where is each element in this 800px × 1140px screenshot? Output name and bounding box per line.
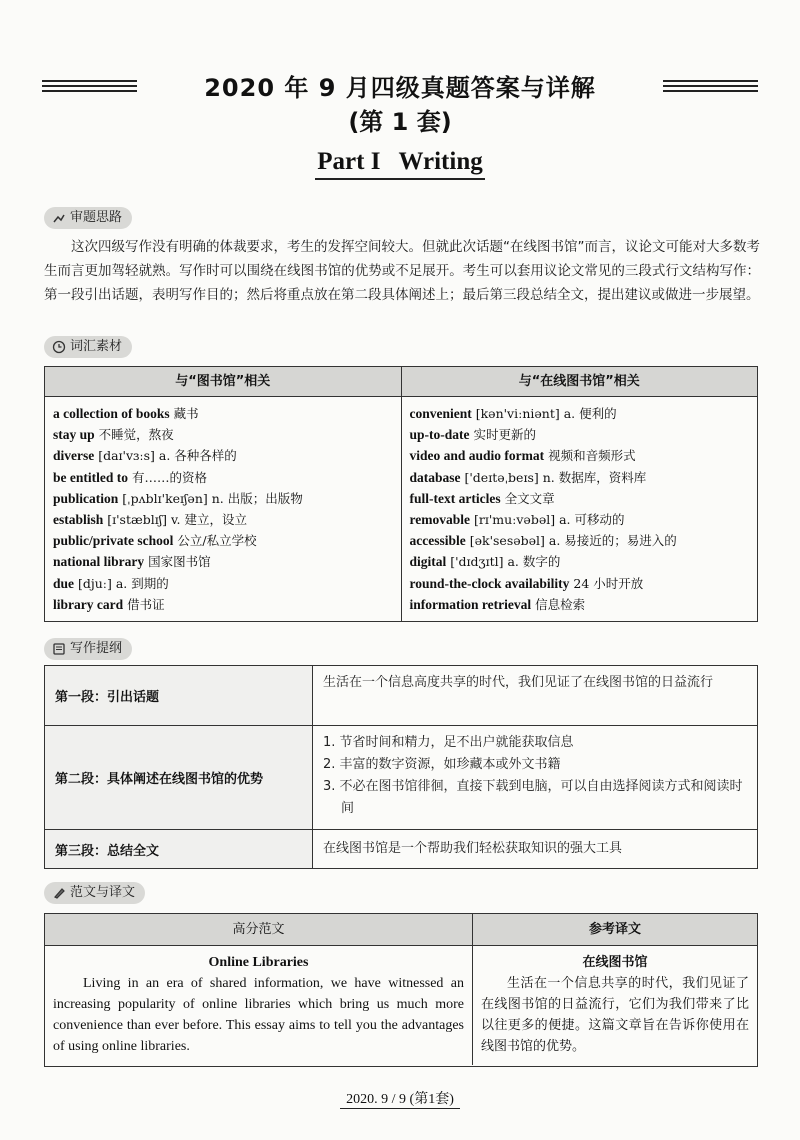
vocabulary-definition: [kən'viːniənt] a. 便利的	[471, 406, 617, 421]
essay-chinese-text: 生活在一个信息共享的时代，我们见证了在线图书馆的日益流行，它们为我们带来了比以往更多的便捷。这篇文章旨在告诉你使用在线图书馆的优势。	[481, 976, 749, 1054]
essay-table	[44, 913, 758, 1067]
vocabulary-definition: 视频和音频形式	[544, 448, 636, 464]
vocabulary-definition: 24 小时开放	[569, 575, 644, 591]
vocabulary-item	[53, 488, 401, 509]
vocabulary-term: a collection of books	[53, 406, 170, 421]
document-icon	[52, 642, 66, 656]
vocabulary-item	[410, 467, 758, 488]
vocabulary-column-online-library	[402, 397, 758, 621]
vocabulary-item	[410, 488, 758, 509]
section-tag-label: 审题思路	[70, 210, 123, 225]
vocabulary-item	[53, 445, 401, 466]
vocabulary-item	[53, 424, 401, 445]
outline-label: 第一段：引出话题	[45, 666, 313, 725]
vocabulary-definition: 有……的资格	[128, 469, 207, 485]
vocabulary-definition: 借书证	[123, 596, 165, 612]
section-tag-label: 词汇素材	[70, 339, 123, 354]
vocabulary-item	[410, 530, 758, 551]
vocabulary-term: database	[409, 469, 461, 485]
outline-list	[313, 726, 757, 829]
essay-table-header	[45, 914, 757, 946]
section-tag-label: 写作提纲	[70, 641, 123, 656]
vocabulary-table-header	[45, 367, 757, 397]
vocabulary-term: national library	[53, 554, 145, 570]
vocabulary-term: library card	[53, 596, 124, 612]
section-tag-vocabulary	[44, 336, 132, 358]
essay-english	[45, 946, 473, 1065]
vocabulary-definition: 全文文章	[500, 490, 555, 506]
vocabulary-item	[53, 551, 401, 572]
part-title	[0, 148, 800, 180]
vocabulary-term: public/private school	[53, 533, 174, 549]
page-footer	[0, 1088, 800, 1108]
vocabulary-definition: 藏书	[169, 406, 199, 421]
page-subtitle: (第 1 套)	[348, 108, 452, 136]
vocabulary-definition: [djuː] a. 到期的	[74, 575, 169, 591]
vocabulary-term: information retrieval	[409, 596, 532, 612]
vocabulary-definition: 信息检索	[531, 596, 586, 612]
vocabulary-term: be entitled to	[53, 469, 128, 485]
essay-english-text: Living in an era of shared information, we have witnessed an increasing popularity of online libraries which bring us much more convenience than ever before. This essay aims to tell you the advantages of using online libraries.	[53, 976, 464, 1054]
vocabulary-definition: [ək'sesəbəl] a. 易接近的；易进入的	[465, 533, 677, 549]
column-header-library: 与“图书馆”相关	[45, 367, 402, 396]
pen-icon	[52, 886, 66, 900]
vocabulary-column-library	[45, 397, 402, 621]
part-name: Writing	[398, 148, 483, 175]
vocabulary-item	[53, 594, 401, 615]
vocabulary-definition: 实时更新的	[469, 427, 536, 443]
vocabulary-term: establish	[53, 512, 104, 528]
vocabulary-term: due	[53, 575, 75, 591]
vocabulary-table	[44, 366, 758, 622]
section-tag-analysis	[44, 207, 132, 229]
essay-chinese-title: 在线图书馆	[582, 955, 648, 970]
outline-list-item: 1. 节省时间和精力，足不出户就能获取信息	[323, 735, 574, 750]
vocabulary-term: round-the-clock availability	[409, 575, 570, 591]
vocabulary-definition: [rɪ'muːvəbəl] a. 可移动的	[470, 512, 625, 528]
page-title: 2020 年 9 月四级真题答案与详解	[204, 74, 596, 102]
column-header-sample: 高分范文	[45, 914, 473, 945]
section-tag-label: 范文与译文	[70, 885, 136, 900]
vocabulary-item	[410, 403, 758, 424]
part-number: Part I	[317, 148, 381, 175]
vocabulary-definition: 公立/私立学校	[173, 533, 257, 549]
outline-list-item: 3. 不必在图书馆徘徊，直接下载到电脑，可以自由选择阅读方式和阅读时间	[323, 779, 743, 816]
essay-chinese	[473, 946, 757, 1065]
vocabulary-definition: [daɪ'vɜːs] a. 各种各样的	[94, 448, 237, 464]
vocabulary-item	[410, 551, 758, 572]
footer-label: 2020. 9 / 9 (第1套)	[340, 1092, 460, 1109]
vocabulary-definition: ['deɪtəˌbeɪs] n. 数据库，资料库	[460, 469, 647, 485]
column-header-translation: 参考译文	[588, 922, 641, 937]
vocabulary-term: removable	[409, 512, 470, 528]
vocabulary-term: accessible	[409, 533, 466, 549]
vocabulary-term: video and audio format	[409, 448, 545, 464]
section-tag-essay	[44, 882, 145, 904]
vocabulary-item	[410, 594, 758, 615]
vocabulary-definition: 国家图书馆	[144, 554, 211, 570]
vocabulary-item	[53, 467, 401, 488]
vocabulary-item	[53, 403, 401, 424]
vocabulary-definition: [ɪ'stæblɪʃ] v. 建立，设立	[103, 512, 248, 528]
vocabulary-term: publication	[53, 490, 119, 506]
vocabulary-item	[410, 509, 758, 530]
vocabulary-item	[410, 424, 758, 445]
outline-text: 生活在一个信息高度共享的时代，我们见证了在线图书馆的日益流行	[323, 675, 714, 690]
magnifier-icon	[52, 211, 66, 225]
vocabulary-item	[410, 573, 758, 594]
vocabulary-item	[53, 573, 401, 594]
vocabulary-definition: 不睡觉，熬夜	[94, 427, 174, 443]
analysis-paragraph: 这次四级写作没有明确的体裁要求，考生的发挥空间较大。但就此次话题“在线图书馆”而言，议论文可能对大多数考生而言更加驾轻就熟。写作时可以围绕在线图书馆的优势或不足展开。考生可以套用议论文常见的三段式行文结构写作：第一段引出话题，表明写作目的；然后将重点放在第二段具体阐述上；最后第三段总结全文，提出建议或做进一步展望。	[44, 239, 760, 303]
outline-text: 在线图书馆是一个帮助我们轻松获取知识的强大工具	[323, 841, 623, 856]
clock-icon	[52, 340, 66, 354]
outline-list-item: 2. 丰富的数字资源，如珍藏本或外文书籍	[323, 757, 561, 772]
vocabulary-definition: [ˌpʌblɪ'keɪʃən] n. 出版；出版物	[118, 490, 303, 506]
vocabulary-item	[53, 509, 401, 530]
outline-row	[45, 666, 757, 726]
outline-row	[45, 830, 757, 868]
vocabulary-term: stay up	[53, 427, 95, 443]
section-tag-outline	[44, 638, 132, 660]
column-header-online-library: 与“在线图书馆”相关	[518, 374, 640, 389]
vocabulary-item	[53, 530, 401, 551]
outline-label: 第三段：总结全文	[45, 830, 313, 868]
essay-english-title: Online Libraries	[208, 955, 309, 970]
outline-label: 第二段：具体阐述在线图书馆的优势	[45, 726, 313, 829]
outline-table	[44, 665, 758, 869]
vocabulary-term: full-text articles	[409, 490, 501, 506]
vocabulary-term: convenient	[409, 406, 472, 421]
outline-row	[45, 726, 757, 830]
vocabulary-term: up-to-date	[409, 427, 470, 443]
vocabulary-term: diverse	[53, 448, 95, 464]
vocabulary-item	[410, 445, 758, 466]
vocabulary-term: digital	[409, 554, 447, 570]
vocabulary-definition: ['dɪdʒɪtl] a. 数字的	[446, 554, 561, 570]
